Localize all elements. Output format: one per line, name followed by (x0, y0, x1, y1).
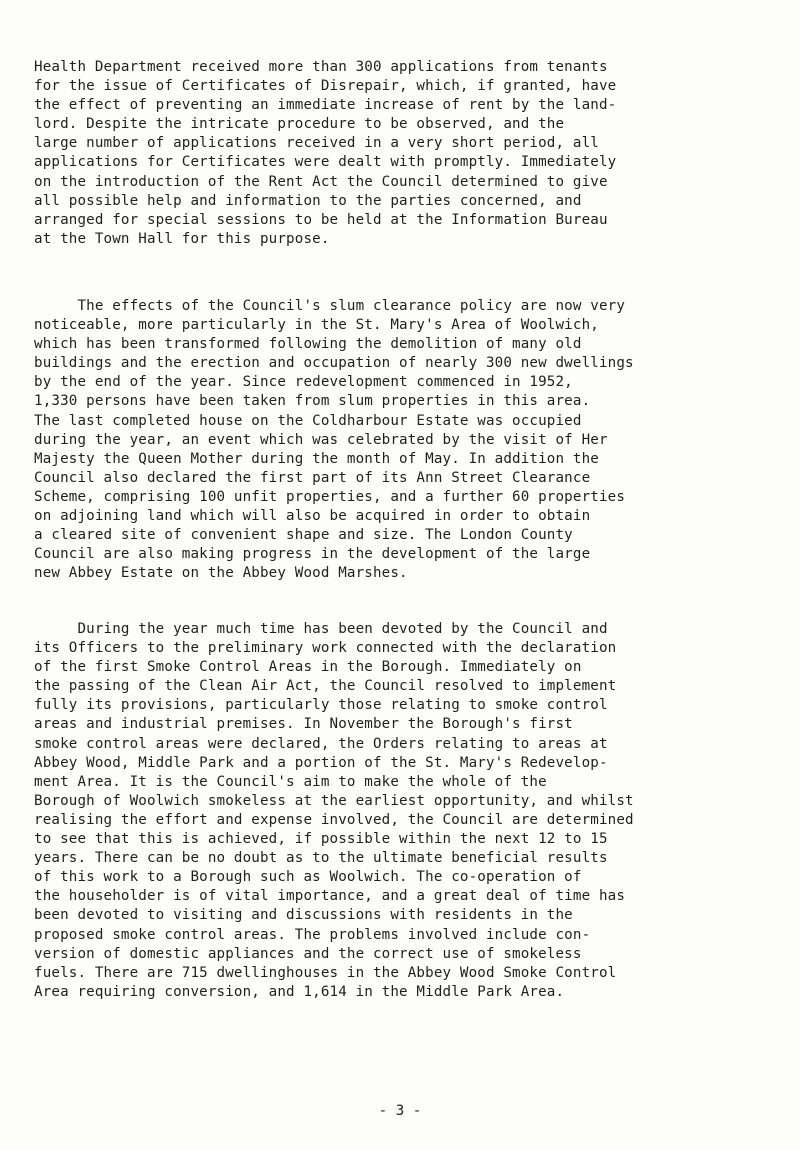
paragraph-certificates-of-disrepair (34, 58, 774, 249)
text-line: a cleared site of convenient shape and size. The London County (34, 527, 573, 544)
page-number: - 3 - (378, 1103, 422, 1119)
text-line: all possible help and information to the parties concerned, and (34, 192, 582, 209)
text-line: during the year, an event which was celebrated by the visit of Her (34, 431, 608, 448)
text-line: Health Department received more than 300 applications from tenants (34, 59, 608, 75)
text-line: years. There can be no doubt as to the ultimate beneficial results (34, 850, 608, 867)
text-line: by the end of the year. Since redevelopment commenced in 1952, (34, 374, 573, 391)
text-line: realising the effort and expense involved, the Council are determined (34, 811, 634, 828)
text-line: fuels. There are 715 dwellinghouses in the Abbey Wood Smoke Control (34, 964, 617, 981)
text-line: to see that this is achieved, if possible within the next 12 to 15 (34, 831, 608, 848)
text-line: its Officers to the preliminary work connected with the declaration (34, 640, 617, 657)
text-line: new Abbey Estate on the Abbey Wood Marshes. (34, 565, 408, 582)
text-line: at the Town Hall for this purpose. (34, 230, 330, 247)
text-line: the passing of the Clean Air Act, the Council resolved to implement (34, 678, 617, 695)
paragraph-slum-clearance (34, 297, 774, 583)
text-line: version of domestic appliances and the correct use of smokeless (34, 945, 582, 962)
text-line: proposed smoke control areas. The problems involved include con- (34, 926, 591, 943)
text-line: the effect of preventing an immediate increase of rent by the land- (34, 97, 617, 114)
text-line: been devoted to visiting and discussions with residents in the (34, 907, 573, 924)
text-line: fully its provisions, particularly those relating to smoke control (34, 697, 608, 714)
text-line: The last completed house on the Coldharbour Estate was occupied (34, 412, 582, 429)
text-line: on the introduction of the Rent Act the Council determined to give (34, 173, 608, 190)
text-line: Area requiring conversion, and 1,614 in the Middle Park Area. (34, 983, 565, 1000)
text-line: areas and industrial premises. In November the Borough's first (34, 716, 573, 733)
text-line: smoke control areas were declared, the Orders relating to areas at (34, 735, 608, 752)
text-line: Scheme, comprising 100 unfit properties, and a further 60 properties (34, 488, 626, 505)
text-line: Abbey Wood, Middle Park and a portion of the St. Mary's Redevelop- (34, 754, 608, 771)
text-line: Borough of Woolwich smokeless at the earliest opportunity, and whilst (34, 792, 634, 809)
text-line: the householder is of vital importance, and a great deal of time has (34, 888, 626, 905)
text-line: on adjoining land which will also be acquired in order to obtain (34, 508, 591, 525)
text-line: 1,330 persons have been taken from slum properties in this area. (34, 393, 591, 410)
text-line: buildings and the erection and occupation of nearly 300 new dwellings (34, 355, 634, 372)
text-line: During the year much time has been devoted by the Council and (34, 621, 608, 637)
text-line: large number of applications received in a very short period, all (34, 135, 599, 152)
text-line: Council are also making progress in the development of the large (34, 546, 591, 563)
text-line: The effects of the Council's slum clearance policy are now very (34, 298, 626, 314)
text-line: applications for Certificates were dealt with promptly. Immediately (34, 154, 617, 171)
text-line: ment Area. It is the Council's aim to make the whole of the (34, 773, 547, 790)
text-line: Majesty the Queen Mother during the month of May. In addition the (34, 450, 599, 467)
text-line: for the issue of Certificates of Disrepair, which, if granted, have (34, 78, 617, 95)
text-line: which has been transformed following the demolition of many old (34, 336, 582, 353)
text-line: Council also declared the first part of its Ann Street Clearance (34, 469, 591, 486)
text-line: noticeable, more particularly in the St. Mary's Area of Woolwich, (34, 317, 599, 334)
text-line: of this work to a Borough such as Woolwich. The co-operation of (34, 869, 582, 886)
paragraph-smoke-control (34, 620, 774, 1002)
text-line: of the first Smoke Control Areas in the Borough. Immediately on (34, 659, 582, 676)
text-line: arranged for special sessions to be held at the Information Bureau (34, 211, 608, 228)
text-line: lord. Despite the intricate procedure to be observed, and the (34, 116, 565, 133)
